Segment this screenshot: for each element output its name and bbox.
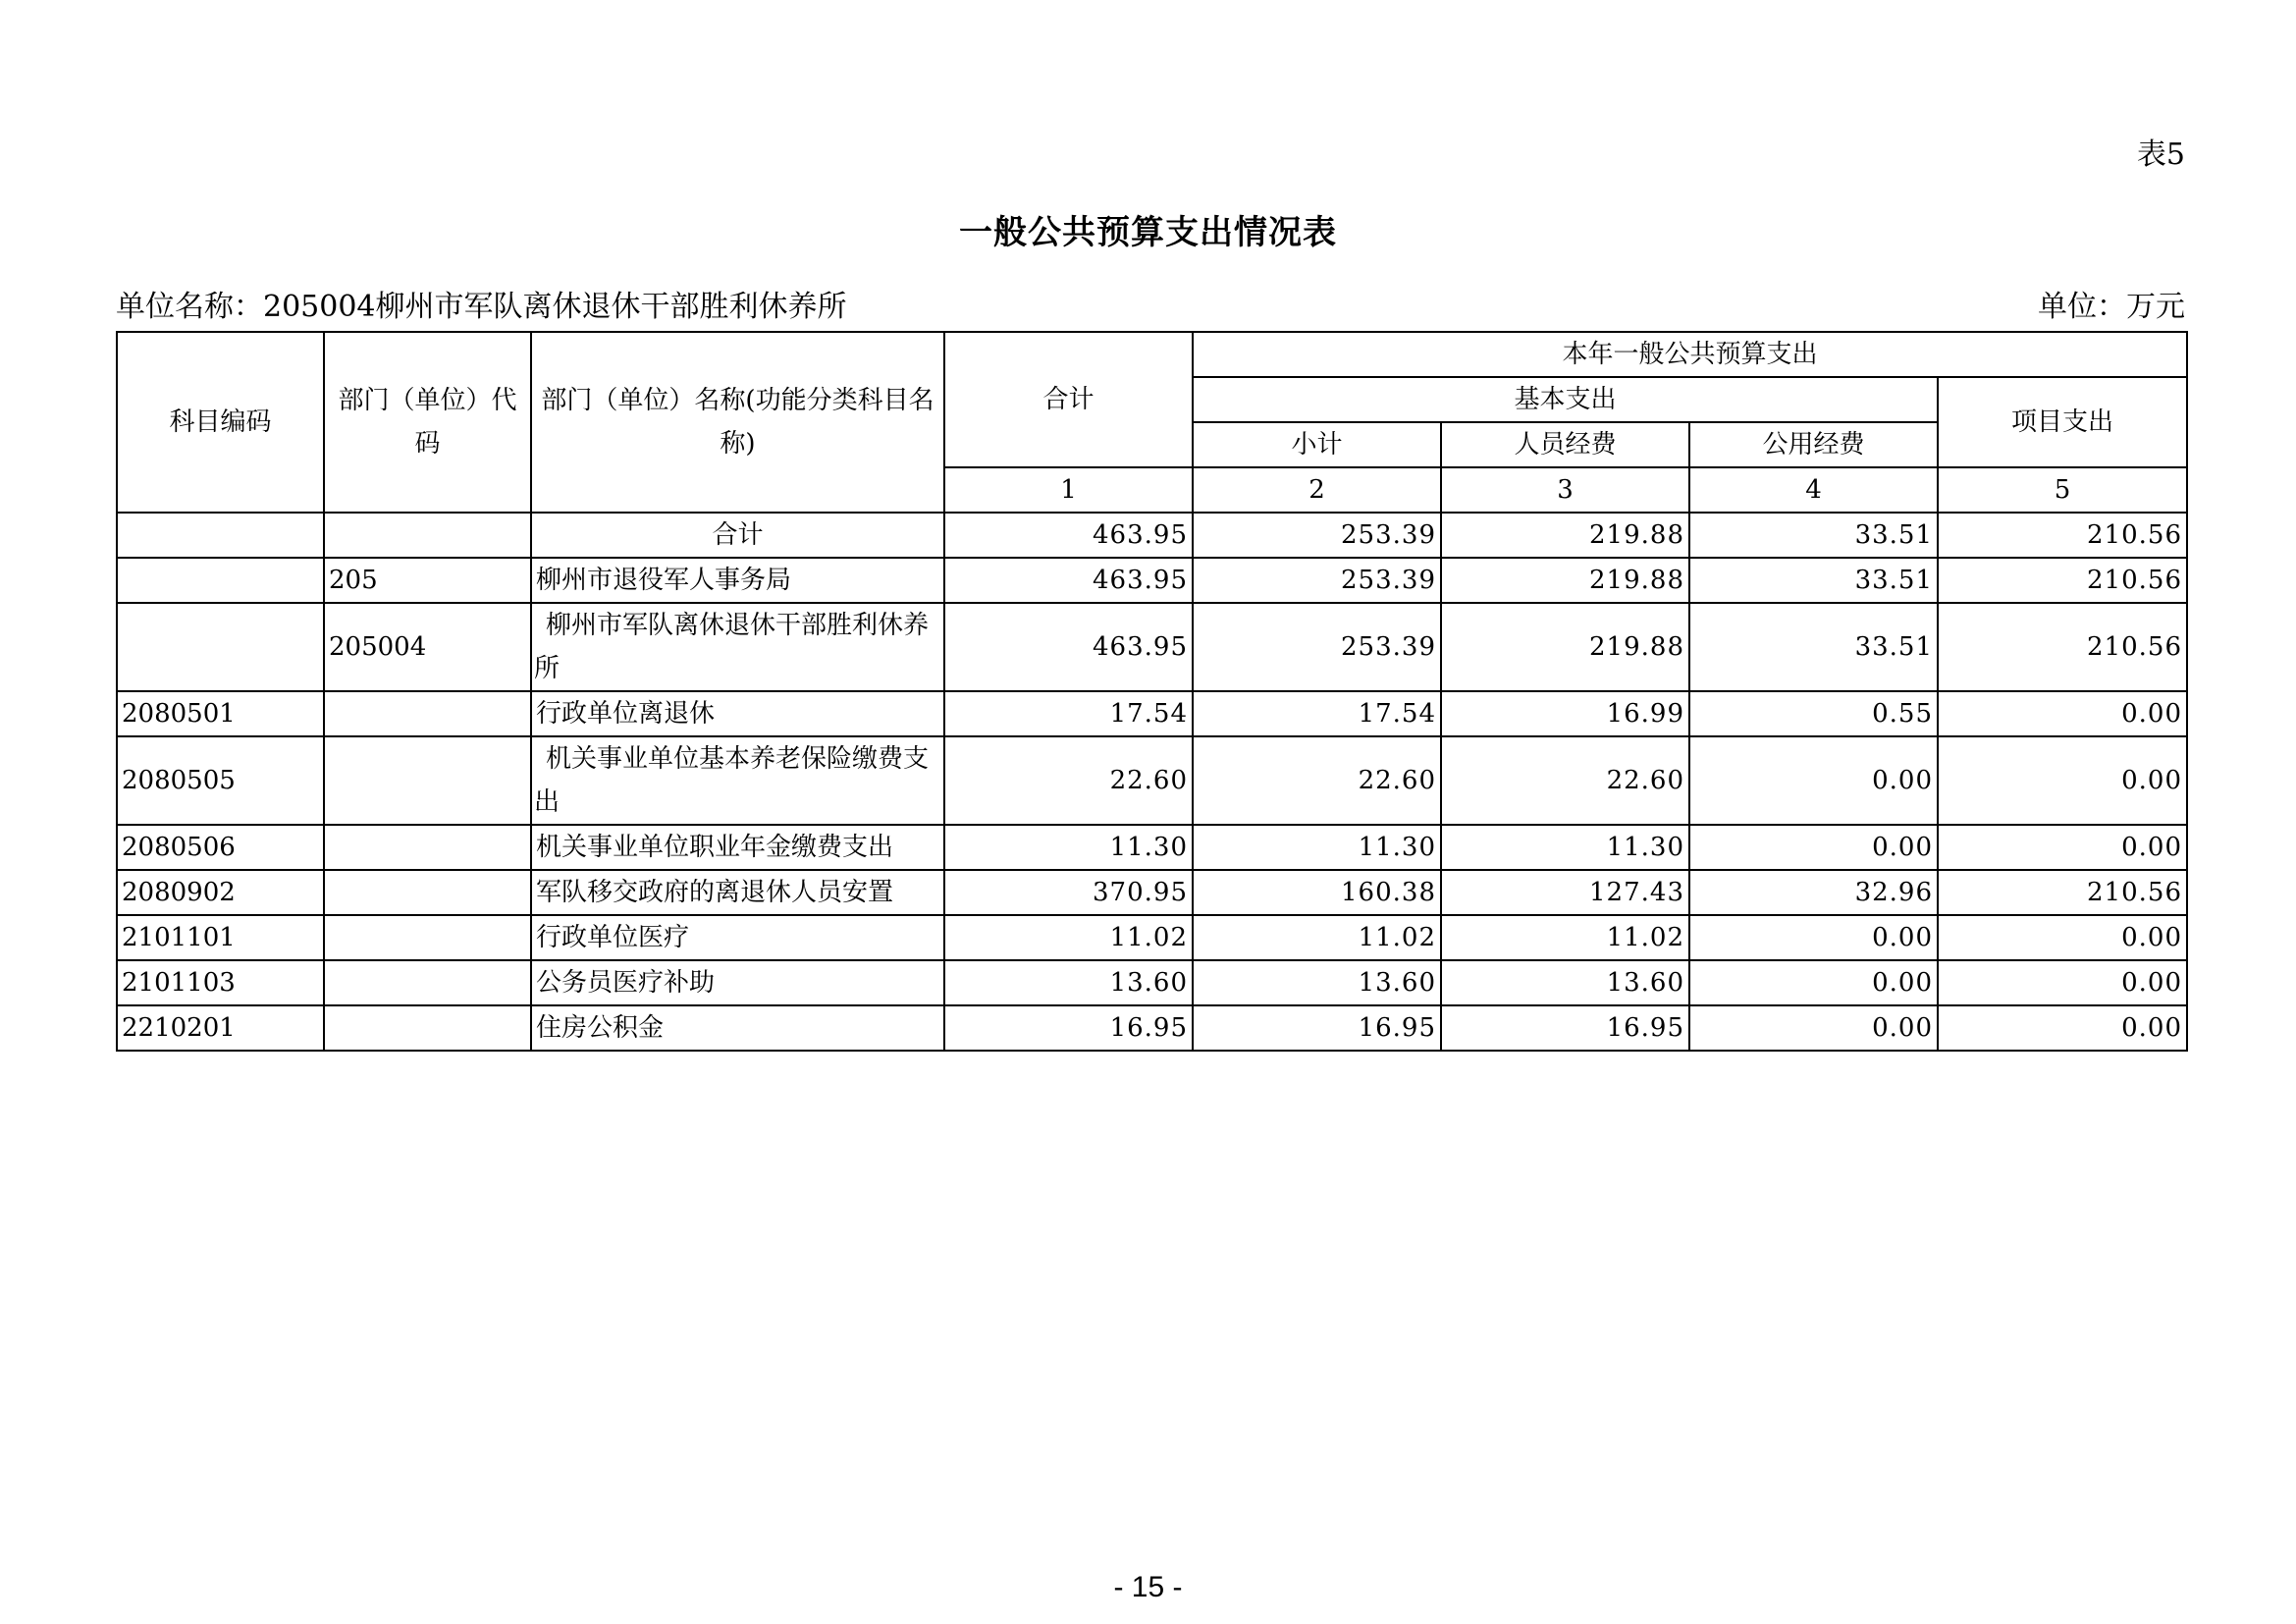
dept-code-cell: 205004: [324, 603, 531, 691]
total-cell: 463.95: [944, 513, 1193, 558]
subject-code-cell: [117, 558, 324, 603]
currency-unit: 单位：万元: [2038, 290, 2185, 324]
personnel-cell: 16.99: [1441, 691, 1689, 736]
total-cell: 11.02: [944, 915, 1193, 960]
table-row: [117, 870, 2187, 915]
personnel-cell: 127.43: [1441, 870, 1689, 915]
col-number: 5: [1938, 467, 2187, 513]
table-row-total: [117, 513, 2187, 558]
header-public: 公用经费: [1689, 422, 1938, 467]
public-cell: 0.00: [1689, 960, 1938, 1005]
personnel-cell: 22.60: [1441, 736, 1689, 825]
subtotal-cell: 11.02: [1193, 915, 1441, 960]
header-project: 项目支出: [1938, 377, 2187, 467]
dept-code-cell: [324, 825, 531, 870]
subject-code-cell: 2101101: [117, 915, 324, 960]
table-row: [117, 915, 2187, 960]
dept-code-cell: [324, 870, 531, 915]
project-cell: 0.00: [1938, 915, 2187, 960]
table-row: [117, 691, 2187, 736]
subject-code-cell: 2080501: [117, 691, 324, 736]
total-cell: 13.60: [944, 960, 1193, 1005]
name-cell: 军队移交政府的离退休人员安置: [531, 870, 944, 915]
total-cell: 463.95: [944, 603, 1193, 691]
total-cell: 370.95: [944, 870, 1193, 915]
subject-code-cell: 2101103: [117, 960, 324, 1005]
table-row: [117, 558, 2187, 603]
subtotal-cell: 13.60: [1193, 960, 1441, 1005]
subtotal-cell: 253.39: [1193, 513, 1441, 558]
personnel-cell: 11.30: [1441, 825, 1689, 870]
personnel-cell: 219.88: [1441, 558, 1689, 603]
page-number: - 15 -: [1113, 1571, 1183, 1603]
project-cell: 0.00: [1938, 825, 2187, 870]
project-cell: 210.56: [1938, 558, 2187, 603]
name-cell: 行政单位离退休: [531, 691, 944, 736]
dept-code-cell: [324, 513, 531, 558]
col-number: 2: [1193, 467, 1441, 513]
public-cell: 33.51: [1689, 513, 1938, 558]
project-cell: 0.00: [1938, 691, 2187, 736]
col-number: 3: [1441, 467, 1689, 513]
name-cell: 合计: [531, 513, 944, 558]
public-cell: 0.00: [1689, 1005, 1938, 1051]
table-number: 表5: [2136, 137, 2185, 172]
header-personnel: 人员经费: [1441, 422, 1689, 467]
personnel-cell: 13.60: [1441, 960, 1689, 1005]
subtotal-cell: 22.60: [1193, 736, 1441, 825]
budget-table: [116, 331, 2188, 1052]
public-cell: 0.00: [1689, 736, 1938, 825]
personnel-cell: 16.95: [1441, 1005, 1689, 1051]
subtotal-cell: 11.30: [1193, 825, 1441, 870]
dept-code-cell: 205: [324, 558, 531, 603]
total-cell: 22.60: [944, 736, 1193, 825]
subtotal-cell: 17.54: [1193, 691, 1441, 736]
public-cell: 0.55: [1689, 691, 1938, 736]
total-cell: 11.30: [944, 825, 1193, 870]
public-cell: 0.00: [1689, 915, 1938, 960]
subject-code-cell: 2080505: [117, 736, 324, 825]
table-row: [117, 603, 2187, 691]
meta-row: [116, 288, 2185, 327]
header-current-year: 本年一般公共预算支出: [1193, 332, 2187, 377]
subject-code-cell: [117, 603, 324, 691]
header-total: 合计: [944, 332, 1193, 467]
total-cell: 16.95: [944, 1005, 1193, 1051]
subject-code-cell: 2080506: [117, 825, 324, 870]
subject-code-cell: [117, 513, 324, 558]
name-cell: 机关事业单位基本养老保险缴费支出: [531, 736, 944, 825]
project-cell: 210.56: [1938, 870, 2187, 915]
public-cell: 33.51: [1689, 558, 1938, 603]
table-row: [117, 1005, 2187, 1051]
name-cell: 柳州市军队离休退休干部胜利休养所: [531, 603, 944, 691]
header-subtotal: 小计: [1193, 422, 1441, 467]
personnel-cell: 219.88: [1441, 603, 1689, 691]
col-number: 4: [1689, 467, 1938, 513]
header-dept-name: 部门（单位）名称(功能分类科目名称): [531, 332, 944, 513]
dept-code-cell: [324, 915, 531, 960]
unit-name: 单位名称：205004柳州市军队离休退休干部胜利休养所: [116, 290, 847, 324]
name-cell: 柳州市退役军人事务局: [531, 558, 944, 603]
project-cell: 210.56: [1938, 513, 2187, 558]
personnel-cell: 11.02: [1441, 915, 1689, 960]
header-dept-code: 部门（单位）代码: [324, 332, 531, 513]
total-cell: 463.95: [944, 558, 1193, 603]
document-title: 一般公共预算支出情况表: [959, 213, 1337, 252]
subject-code-cell: 2080902: [117, 870, 324, 915]
header-basic: 基本支出: [1193, 377, 1938, 422]
public-cell: 32.96: [1689, 870, 1938, 915]
subtotal-cell: 16.95: [1193, 1005, 1441, 1051]
personnel-cell: 219.88: [1441, 513, 1689, 558]
name-cell: 公务员医疗补助: [531, 960, 944, 1005]
total-cell: 17.54: [944, 691, 1193, 736]
subtotal-cell: 160.38: [1193, 870, 1441, 915]
project-cell: 0.00: [1938, 1005, 2187, 1051]
table-row: [117, 825, 2187, 870]
header-subject-code: 科目编码: [117, 332, 324, 513]
subtotal-cell: 253.39: [1193, 558, 1441, 603]
dept-code-cell: [324, 960, 531, 1005]
table-row: [117, 960, 2187, 1005]
public-cell: 0.00: [1689, 825, 1938, 870]
name-cell: 行政单位医疗: [531, 915, 944, 960]
table-row: [117, 736, 2187, 825]
public-cell: 33.51: [1689, 603, 1938, 691]
subtotal-cell: 253.39: [1193, 603, 1441, 691]
dept-code-cell: [324, 736, 531, 825]
name-cell: 机关事业单位职业年金缴费支出: [531, 825, 944, 870]
subject-code-cell: 2210201: [117, 1005, 324, 1051]
col-number: 1: [944, 467, 1193, 513]
project-cell: 0.00: [1938, 736, 2187, 825]
dept-code-cell: [324, 691, 531, 736]
name-cell: 住房公积金: [531, 1005, 944, 1051]
project-cell: 0.00: [1938, 960, 2187, 1005]
dept-code-cell: [324, 1005, 531, 1051]
project-cell: 210.56: [1938, 603, 2187, 691]
